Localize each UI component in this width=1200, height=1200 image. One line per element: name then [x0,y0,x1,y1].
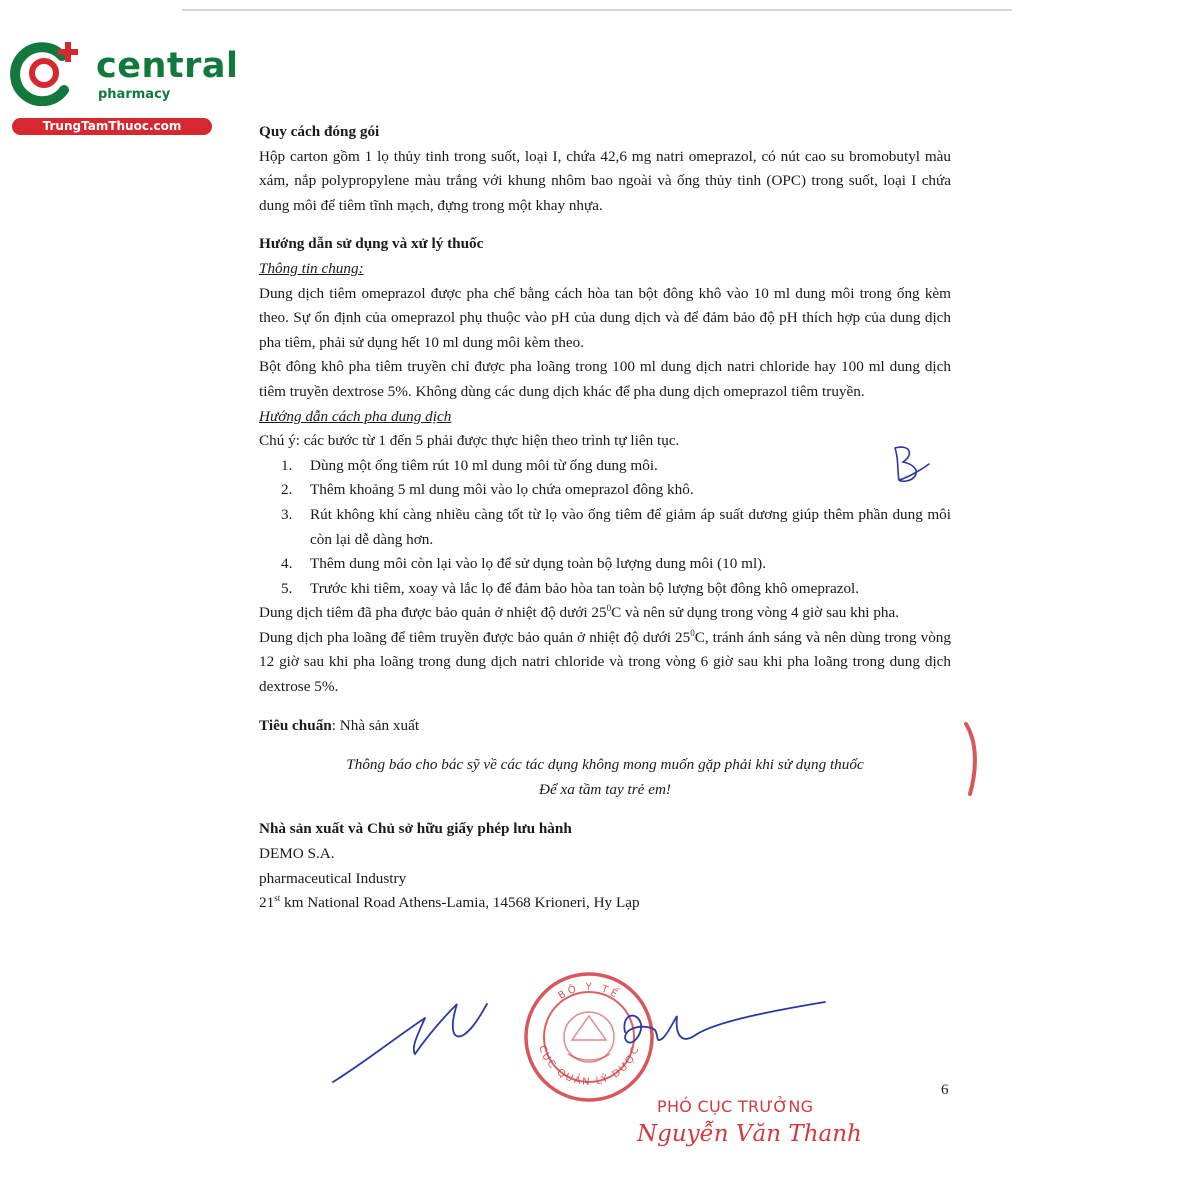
top-rule [182,9,1012,11]
stamp-signatory-name: Nguyễn Văn Thanh [637,1121,862,1147]
pharmacy-c-cross-icon [10,40,82,106]
general-paragraph-1: Dung dịch tiêm omeprazol được pha chế bằng cách hòa tan bột đông khô vào 10 ml dung môi trong ống kèm theo. Sự ổn định của omeprazol phụ thuộc vào pH của dung dịch và để đảm bảo độ pH thích hợp của dung dịch pha tiêm, phải sử dụng hết 10 ml dung môi kèm theo. [259,284,951,351]
storage-paragraph-1: Dung dịch tiêm đã pha được bảo quản ở nhiệt độ dưới $25^0C$ và nên sử dụng trong vòng 4 giờ sau khi pha. [259,603,900,622]
manufacturer-heading: Nhà sản xuất và Chủ sở hữu giấy phép lưu hành [259,820,572,838]
logo-brand-text: central [96,46,239,86]
manufacturer-address: 21st km National Road Athens-Lamia, 14568 Krioneri, Hy Lạp [259,893,640,912]
usage-heading: Hướng dẫn sử dụng và xử lý thuốc [259,235,484,253]
red-edge-mark [960,720,984,800]
warning-children: Để xa tầm tay trẻ em! [538,780,671,798]
list-item: 4. Thêm dung môi còn lại vào lọ để sử dụng toàn bộ lượng dung môi (10 ml). [281,555,767,573]
storage-paragraph-2: Dung dịch pha loãng để tiêm truyền được bảo quản ở nhiệt độ dưới $25^0C$, tránh ánh sáng và nên dùng trong vòng 12 giờ sau khi pha loãng trong dung dịch natri chloride và trong vòng 6 giờ sau khi pha loãng trong dung dịch dextrose 5%. [259,627,951,696]
stamp-title: PHÓ CỤC TRƯỞNG [657,1097,814,1116]
manufacturer-industry: pharmaceutical Industry [259,869,407,887]
warning-side-effects: Thông báo cho bác sỹ về các tác dụng không mong muốn gặp phải khi sử dụng thuốc [346,756,864,774]
general-info-title: Thông tin chung: [259,259,364,277]
seal-bottom-text: CỤC QUẢN LÝ DƯỢC [535,1043,643,1089]
signature [325,990,835,1090]
list-item: 3. Rút không khí càng nhiều càng tốt từ lọ vào ống tiêm để giảm áp suất dương giúp thêm phần dung môi còn lại dễ dàng hơn. [281,505,951,548]
preparation-note: Chú ý: các bước từ 1 đến 5 phải được thực hiện theo trình tự liên tục. [259,432,680,450]
manufacturer-name: DEMO S.A. [259,845,335,863]
handwritten-initial [885,440,935,490]
preparation-steps [259,454,951,602]
page-number: 6 [941,1082,949,1098]
general-paragraph-2: Bột đông khô pha tiêm truyền chỉ được pha loãng trong 100 ml dung dịch natri chloride hay 100 ml dung dịch tiêm truyền dextrose 5%. Không dùng các dung dịch khác để pha dung dịch omeprazol tiêm truyền. [259,358,951,400]
logo-subtitle: pharmacy [98,87,171,102]
packaging-heading: Quy cách đóng gói [259,123,380,140]
logo-website[interactable]: TrungTamThuoc.com [12,118,212,135]
packaging-text: Hộp carton gồm 1 lọ thủy tinh trong suốt, loại I, chứa 42,6 mg natri omeprazol, có nút cao su bromobutyl màu xám, nắp polypropylene màu trắng với khung nhôm bao ngoài và ống thủy tinh (OPC) trong suốt, loại I chứa dung môi để tiêm tĩnh mạch, đựng trong một khay nhựa. [259,147,951,214]
list-item: 5. Trước khi tiêm, xoay và lắc lọ để đảm bảo hòa tan toàn bộ lượng bột đông khô omeprazol. [281,579,860,597]
list-item: 1. Dùng một ống tiêm rút 10 ml dung môi từ ống dung môi. [281,456,658,474]
document-body [259,120,951,916]
preparation-title: Hướng dẫn cách pha dung dịch [259,407,452,425]
list-item: 2. Thêm khoảng 5 ml dung môi vào lọ chứa omeprazol đông khô. [281,481,694,499]
central-pharmacy-logo[interactable] [8,38,239,136]
seal-top-text: BỘ Y TẾ [556,981,622,1002]
standard-line: Tiêu chuẩn: Nhà sản xuất [259,716,420,734]
